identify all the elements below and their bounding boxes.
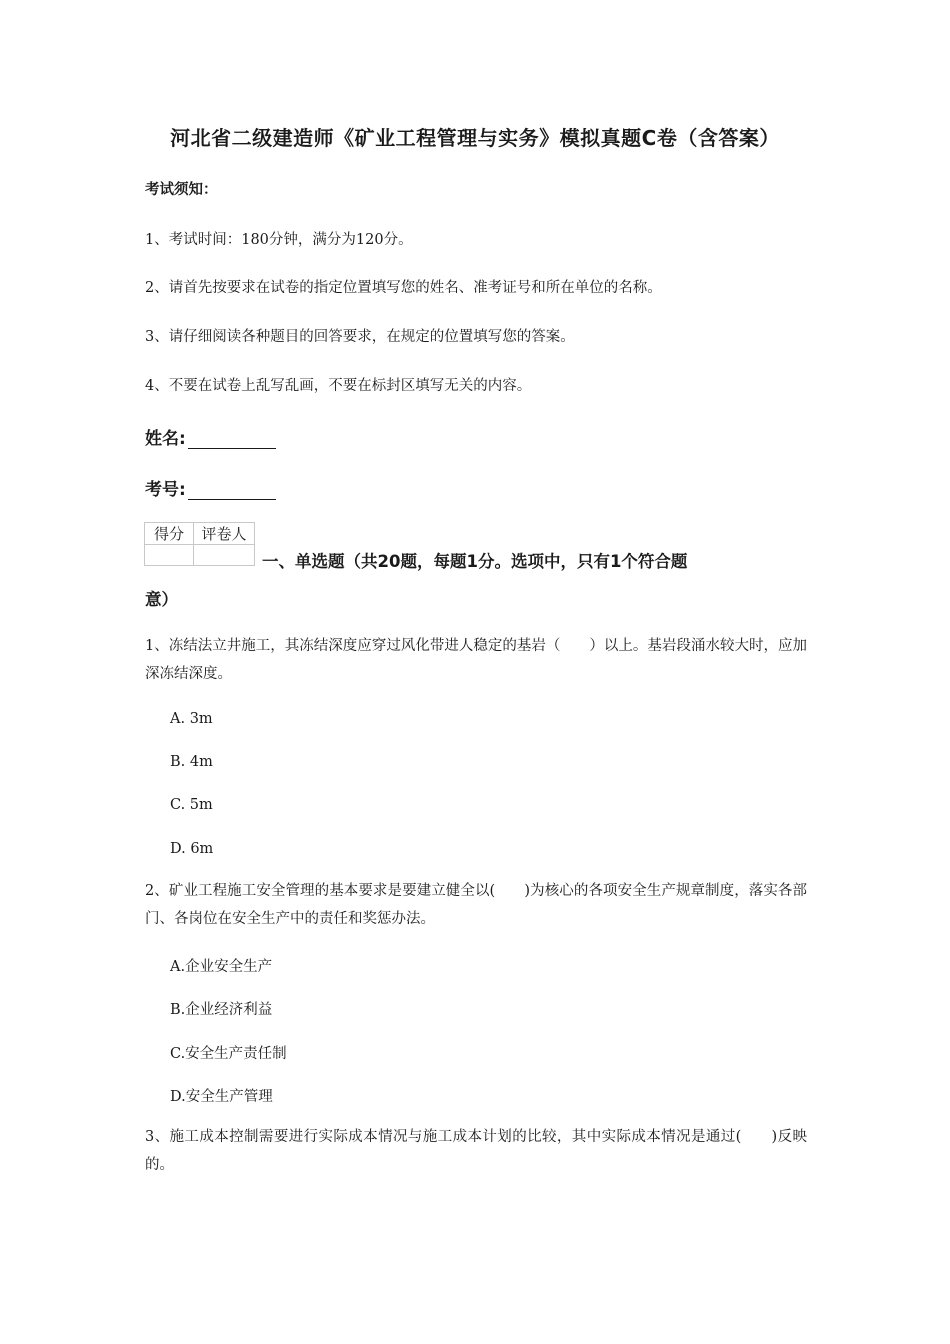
exam-id-label: 考号: [145,480,186,500]
question-stem: 3、施工成本控制需要进行实际成本情况与施工成本计划的比较，其中实际成本情况是通过( )反映的。 [145,1129,807,1173]
question-option: D.安全生产管理 [170,1089,273,1105]
section-heading-continued: 意） [145,590,178,609]
question-option: B.企业经济利益 [170,1002,273,1018]
section-heading: 一、单选题（共20题，每题1分。选项中，只有1个符合题 [262,552,688,571]
question-stem: 1、冻结法立井施工，其冻结深度应穿过风化带进人稳定的基岩（ ）以上。基岩段涌水较大时，应加深冻结深度。 [145,638,807,682]
question-stem: 2、矿业工程施工安全管理的基本要求是要建立健全以( )为核心的各项安全生产规章制度，落实各部门、各岗位在安全生产中的责任和奖惩办法。 [145,883,807,927]
question-option: C. 5m [170,797,213,813]
name-label: 姓名: [145,429,186,449]
question-option: D. 6m [170,841,214,857]
question-option: A. 3m [170,711,213,727]
score-table [144,522,255,566]
question-option: C.安全生产责任制 [170,1046,287,1062]
exam-id-blank-line[interactable] [188,481,276,500]
page-title: 河北省二级建造师《矿业工程管理与实务》模拟真题C卷（含答案） [170,126,780,150]
name-field[interactable] [145,424,276,449]
notice-heading: 考试须知： [145,182,218,198]
notice-item: 1、考试时间：180分钟，满分为120分。 [145,232,413,248]
notice-item: 3、请仔细阅读各种题目的回答要求，在规定的位置填写您的答案。 [145,329,575,345]
grader-cell[interactable] [194,545,255,566]
question-option: B. 4m [170,754,213,770]
score-cell[interactable] [145,545,194,566]
name-blank-line[interactable] [188,430,276,449]
exam-id-field[interactable] [145,475,276,500]
notice-item: 2、请首先按要求在试卷的指定位置填写您的姓名、准考证号和所在单位的名称。 [145,280,662,296]
score-header: 得分 [145,523,194,545]
grader-header: 评卷人 [194,523,255,545]
notice-item: 4、不要在试卷上乱写乱画，不要在标封区填写无关的内容。 [145,378,532,394]
question-option: A.企业安全生产 [170,959,273,975]
